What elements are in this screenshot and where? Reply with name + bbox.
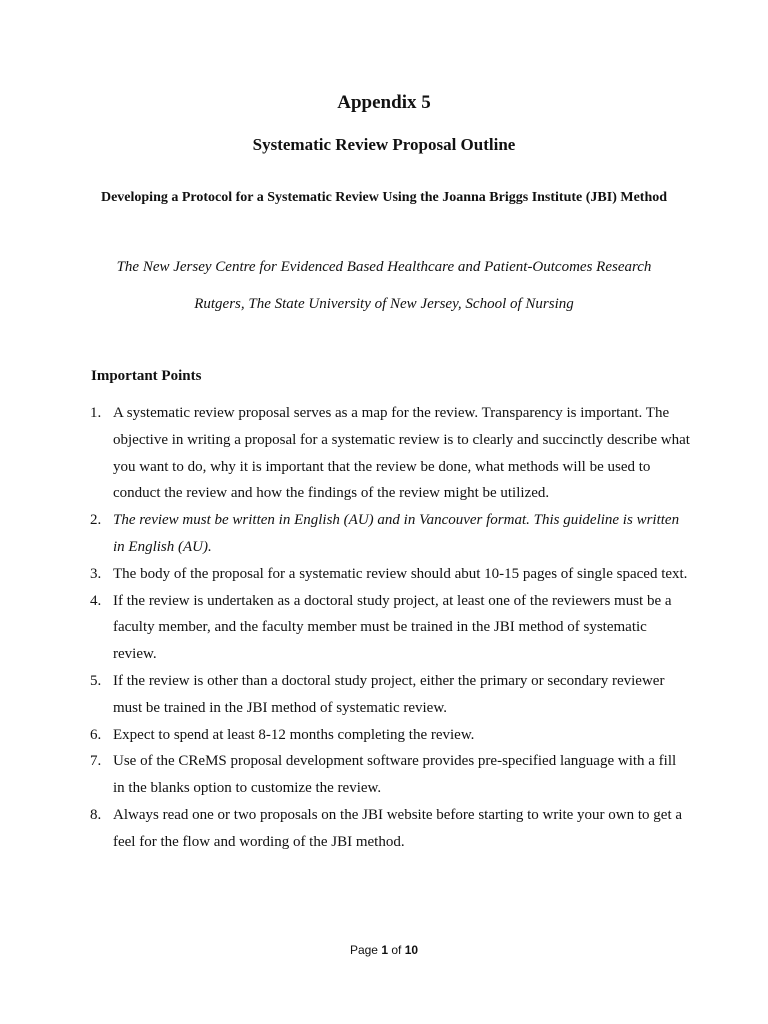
list-item-number: 1. — [90, 405, 102, 421]
list-item-text: If the review is undertaken as a doctoral study project, at least one of the reviewers must be a faculty member, and the faculty member must be trained in the JBI method of systematic review. — [113, 592, 672, 663]
list-item — [90, 668, 690, 722]
list-item-number: 7. — [90, 753, 102, 770]
list-item — [90, 588, 690, 668]
list-item — [90, 802, 690, 856]
list-item-text: If the review is other than a doctoral study project, either the primary or secondary reviewer must be trained in the JBI method of systematic review. — [113, 672, 665, 716]
section-heading: Important Points — [91, 368, 202, 384]
appendix-heading: Appendix 5 — [337, 92, 431, 113]
list-item-number: 5. — [90, 672, 102, 689]
list-item-text: Expect to spend at least 8-12 months completing the review. — [113, 726, 475, 743]
list-item-number: 8. — [90, 806, 102, 823]
list-item-text: A systematic review proposal serves as a map for the review. Transparency is important. The objective in writing a proposal for a systematic review is to clearly and succinctly describe what you want to do, why it is important that the review be done, what methods will be used to conduct the review and how the findings of the review might be utilized. — [113, 405, 690, 502]
document-title: Systematic Review Proposal Outline — [252, 135, 516, 154]
page-current: 1 — [381, 943, 388, 957]
university-name: Rutgers, The State University of New Jersey, School of Nursing — [194, 296, 574, 312]
centre-name: The New Jersey Centre for Evidenced Based Healthcare and Patient-Outcomes Research — [116, 259, 652, 275]
page-number — [0, 943, 768, 957]
page-of: of — [391, 943, 402, 957]
list-item — [90, 561, 690, 588]
document-subtitle: Developing a Protocol for a Systematic Review Using the Joanna Briggs Institute (JBI) Method — [100, 190, 668, 205]
page-total: 10 — [404, 943, 419, 957]
list-item — [90, 507, 690, 561]
list-item-text: Always read one or two proposals on the JBI website before starting to write your own to get a feel for the flow and wording of the JBI method. — [113, 806, 683, 850]
list-item-number: 2. — [90, 512, 102, 529]
list-item-number: 3. — [90, 565, 102, 582]
list-item-text: The review must be written in English (AU) and in Vancouver format. This guideline is written in English (AU). — [113, 512, 680, 555]
list-item-text: The body of the proposal for a systematic review should abut 10-15 pages of single spaced text. — [113, 565, 688, 582]
list-item-text: Use of the CReMS proposal development software provides pre-specified language with a fill in the blanks option to customize the review. — [113, 753, 677, 797]
page-label: Page — [349, 943, 378, 957]
list-item — [90, 400, 690, 507]
list-item-number: 6. — [90, 726, 102, 743]
list-item — [90, 748, 690, 802]
list-item — [90, 722, 690, 749]
important-points-list — [90, 400, 690, 856]
list-item-number: 4. — [90, 592, 102, 609]
